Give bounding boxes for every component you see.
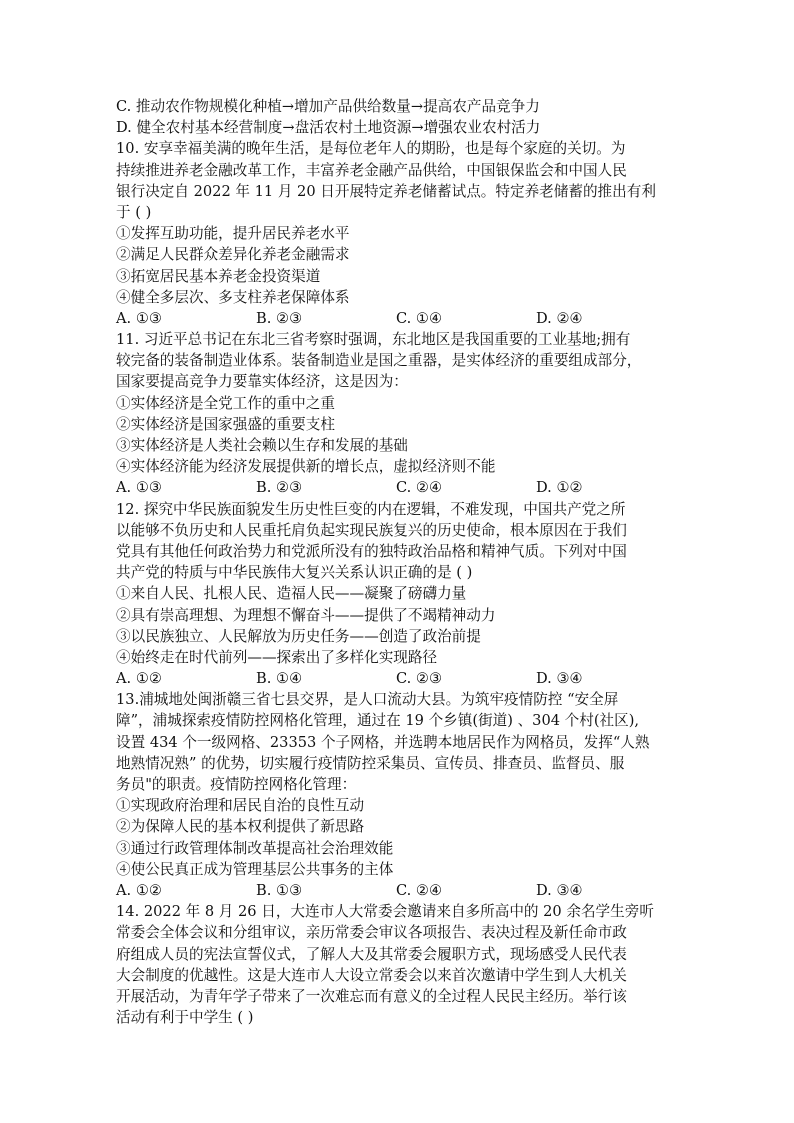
q11-option-d: D. ①②	[536, 479, 583, 497]
question-14-line-2: 常委会全体会议和分组审议，亲历常委会审议各项报告、表决过程及新任命市政	[116, 924, 627, 942]
q11-option-a: A. ①③	[116, 479, 162, 497]
q10-option-a: A. ①③	[116, 309, 162, 327]
q13-item-3: ③通过行政管理体制改革提高社会治理效能	[116, 839, 394, 857]
q12-option-a: A. ①②	[116, 670, 162, 688]
q13-options	[116, 880, 696, 901]
q10-option-b: B. ②③	[256, 309, 303, 327]
q12-item-2: ②具有崇高理想、为理想不懈奋斗——提供了不竭精神动力	[116, 606, 496, 624]
question-14-line-3: 府组成人员的宪法宣誓仪式，了解人大及其常委会履职方式，现场感受人民代表	[116, 945, 627, 963]
exam-page	[116, 96, 696, 1028]
q13-item-1: ①实现政府治理和居民自治的良性互动	[116, 797, 365, 815]
question-10-line-2: 持续推进养老金融改革工作，丰富养老金融产品供给，中国银保监会和中国人民	[116, 161, 627, 179]
q10-item-1: ①发挥互助功能，提升居民养老水平	[116, 225, 350, 243]
question-11-line-3: 国家要提高竞争力要靠实体经济，这是因为：	[116, 373, 408, 391]
q12-option-d: D. ③④	[536, 670, 583, 688]
option-c-line: C. 推动农作物规模化种植→增加产品供给数量→提高农产品竞争力	[116, 98, 540, 115]
q10-options	[116, 308, 696, 329]
q11-option-b: B. ②③	[256, 479, 303, 497]
question-12-line-1: 12. 探究中华民族面貌发生历史性巨变的内在逻辑，不难发现，中国共产党之所	[116, 500, 626, 518]
q13-item-4: ④使公民真正成为管理基层公共事务的主体	[116, 860, 394, 878]
question-13-line-3: 设置 434 个一级网格、23353 个子网格，并选聘本地居民作为网格员，发挥“人熟	[116, 733, 650, 751]
q13-item-2: ②为保障人民的基本权利提供了新思路	[116, 818, 365, 836]
question-12-line-4: 共产党的特质与中华民族伟大复兴关系认识正确的是 ( )	[116, 564, 473, 582]
question-12-line-2: 以能够不负历史和人民重托肩负起实现民族复兴的历史使命，根本原因在于我们	[116, 521, 627, 539]
q12-option-c: C. ②③	[396, 670, 443, 688]
q10-option-d: D. ②④	[536, 309, 583, 327]
q11-item-2: ②实体经济是国家强盛的重要支柱	[116, 415, 335, 433]
question-14-line-5: 开展活动，为青年学子带来了一次难忘而有意义的全过程人民民主经历。举行该	[116, 987, 627, 1005]
question-14-line-4: 大会制度的优越性。这是大连市人大设立常委会以来首次邀请中学生到人大机关	[116, 966, 627, 984]
q10-option-c: C. ①④	[396, 309, 443, 327]
question-10-line-3: 银行决定自 2022 年 11 月 20 日开展特定养老储蓄试点。特定养老储蓄的推出有利	[116, 182, 656, 200]
question-13-line-1: 13.浦城地处闽浙赣三省七县交界，是人口流动大县。为筑牢疫情防控 “安全屏	[116, 691, 619, 709]
q11-options	[116, 477, 696, 498]
q10-item-3: ③拓宽居民基本养老金投资渠道	[116, 267, 321, 285]
q13-option-d: D. ③④	[536, 881, 583, 899]
question-11-line-1: 11. 习近平总书记在东北三省考察时强调，东北地区是我国重要的工业基地;拥有	[116, 331, 631, 349]
question-14-line-1: 14. 2022 年 8 月 26 日，大连市人大常委会邀请来自多所高中的 20 余名学生旁听	[116, 903, 654, 921]
q11-item-3: ③实体经济是人类社会赖以生存和发展的基础	[116, 437, 408, 454]
q12-option-b: B. ①④	[256, 670, 303, 688]
q13-option-b: B. ①③	[256, 881, 303, 899]
q12-item-3: ③以民族独立、人民解放为历史任务——创造了政治前提	[116, 627, 481, 645]
q13-option-a: A. ①②	[116, 881, 162, 899]
q12-options	[116, 668, 696, 689]
q12-item-4: ④始终走在时代前列——探索出了多样化实现路径	[116, 648, 438, 666]
question-14-line-6: 活动有利于中学生 ( )	[116, 1009, 254, 1027]
question-13-line-4: 地熟情况熟” 的优势，切实履行疫情防控采集员、宣传员、排查员、监督员、服	[116, 754, 625, 772]
question-12-line-3: 党具有其他任何政治势力和党派所没有的独特政治品格和精神气质。下列对中国	[116, 542, 627, 560]
question-10-line-1: 10. 安享幸福美满的晚年生活，是每位老年人的期盼，也是每个家庭的关切。为	[116, 140, 626, 158]
q11-item-1: ①实体经济是全党工作的重中之重	[116, 394, 335, 412]
question-13-line-2: 障”，浦城探索疫情防控网格化管理，通过在 19 个乡镇(街道) 、304 个村(社区),	[116, 712, 640, 730]
q12-item-1: ①来自人民、扎根人民、造福人民——凝聚了磅礴力量	[116, 585, 467, 603]
q13-option-c: C. ②④	[396, 881, 443, 899]
question-10-line-4: 于 ( )	[116, 203, 152, 221]
question-11-line-2: 较完备的装备制造业体系。装备制造业是国之重器，是实体经济的重要组成部分，	[116, 352, 642, 370]
q10-item-4: ④健全多层次、多支柱养老保障体系	[116, 288, 350, 306]
question-13-line-5: 务员"的职责。疫情防控网格化管理：	[116, 776, 357, 793]
q11-item-4: ④实体经济能为经济发展提供新的增长点，虚拟经济则不能	[116, 458, 496, 476]
option-d-line: D. 健全农村基本经营制度→盘活农村土地资源→增强农业农村活力	[116, 119, 541, 137]
q10-item-2: ②满足人民群众差异化养老金融需求	[116, 246, 350, 264]
q11-option-c: C. ②④	[396, 479, 443, 497]
